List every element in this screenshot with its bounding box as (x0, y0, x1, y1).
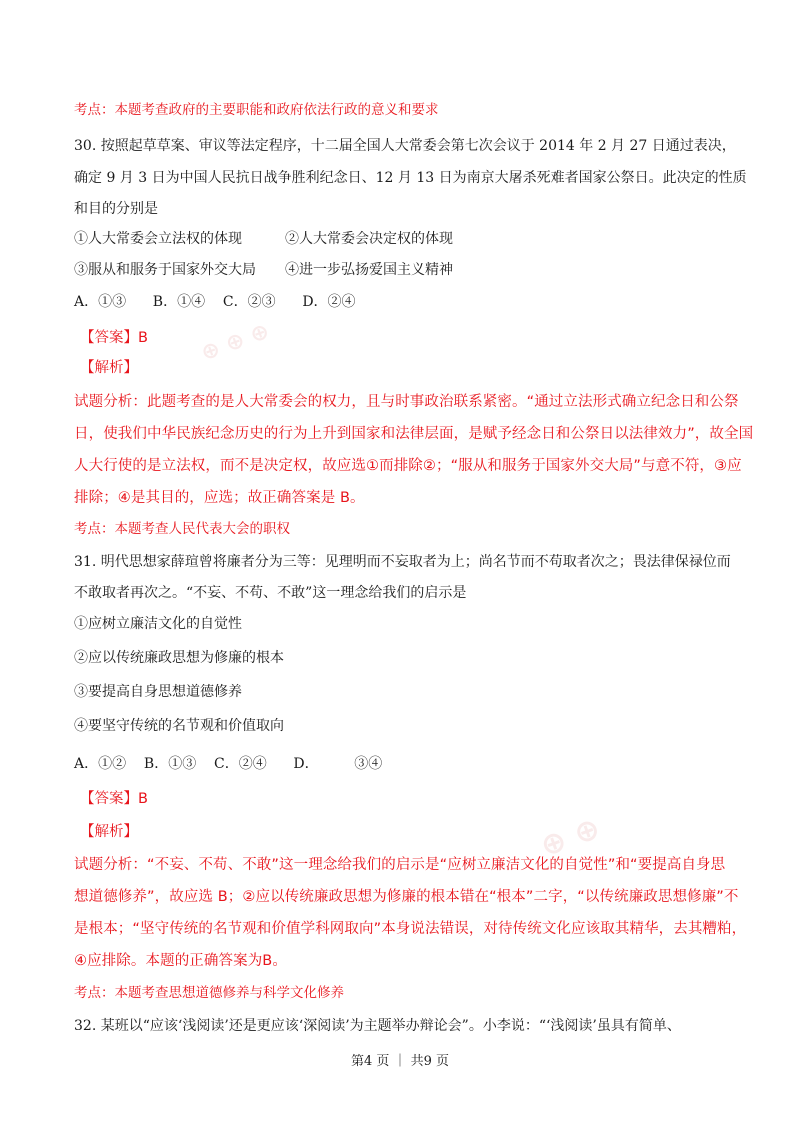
q30-point: 考点：本题考查人民代表大会的职权 (74, 521, 290, 537)
q30-analysis-line-1: 试题分析：此题考查的是人大常委会的权力，且与时事政治联系紧密。“通过立法形式确立纪念日和公祭 (74, 394, 739, 410)
q31-analysis-label: 【解析】 (80, 824, 138, 840)
q30-stem-line-2: 确定 9 月 3 日为中国人民抗日战争胜利纪念日、12 月 13 日为南京大屠杀死难者国家公祭日。此决定的性质 (74, 170, 747, 186)
q31-analysis-line-4: ④应排除。本题的正确答案为B。 (74, 953, 287, 969)
q31-option-3: ③要提高自身思想道德修养 (74, 684, 242, 700)
q29-point: 考点：本题考查政府的主要职能和政府依法行政的意义和要求 (74, 102, 439, 118)
q30-option-3: ③服从和服务于国家外交大局 (74, 262, 256, 278)
q30-option-1: ①人大常委会立法权的体现 (74, 231, 242, 247)
page-footer: 第4 页 ｜ 共9 页 (350, 1054, 450, 1069)
q30-analysis-line-3: 人大行使的是立法权，而不是决定权，故应选①而排除②；“服从和服务于国家外交大局”与意不符，③应 (74, 458, 742, 474)
q31-stem-line-1: 31. 明代思想家薛瑄曾将廉者分为三等：见理明而不妄取者为上；尚名节而不苟取者次之；畏法律保禄位而 (74, 554, 731, 570)
q30-analysis-line-2: 日，使我们中华民族纪念历史的行为上升到国家和法律层面，是赋予经念日和公祭日以法律效力”，故全国 (74, 426, 754, 442)
q31-analysis-line-3: 是根本；“坚守传统的名节观和价值学科网取向”本身说法错误，对待传统文化应该取其精华，去其糟粕， (74, 921, 747, 937)
q31-point: 考点：本题考查思想道德修养与科学文化修养 (74, 985, 344, 1001)
q30-option-4: ④进一步弘扬爱国主义精神 (285, 262, 453, 278)
q31-option-2: ②应以传统廉政思想为修廉的根本 (74, 650, 284, 666)
q31-stem-line-2: 不敢取者再次之。“不妄、不苟、不敢”这一理念给我们的启示是 (74, 585, 467, 601)
q31-option-4: ④要坚守传统的名节观和价值取向 (74, 718, 284, 734)
q30-option-2: ②人大常委会决定权的体现 (285, 231, 453, 247)
q32-stem: 32. 某班以“应该‘浅阅读’还是更应该‘深阅读’为主题举办辩论会”。小李说：“‘浅阅读’虽具有简单、 (74, 1018, 681, 1034)
q31-analysis-line-2: 想道德修养”，故应选 B；②应以传统廉政思想为修廉的根本错在“根本”二字，“以传统廉政思想修廉”不 (74, 889, 739, 905)
q31-analysis-line-1: 试题分析：“不妄、不苟、不敢”这一理念给我们的启示是“应树立廉洁文化的自觉性”和“要提高自身思 (74, 857, 726, 873)
q30-analysis-label: 【解析】 (80, 360, 138, 376)
q30-stem-line-1: 30. 按照起草草案、审议等法定程序，十二届全国人大常委会第七次会议于 2014 年 2 月 27 日通过表决， (74, 138, 736, 154)
q30-stem-line-3: 和目的分别是 (74, 201, 158, 217)
q30-analysis-line-4: 排除；④是其目的，应选；故正确答案是 B。 (74, 490, 365, 506)
watermark: ⊕ ⊕ ⊕ (197, 318, 273, 367)
q30-answer: 【答案】B (80, 330, 148, 346)
q30-choices: A．①③ B．①④ C．②③ D．②④ (74, 294, 356, 310)
q31-option-1: ①应树立廉洁文化的自觉性 (74, 616, 242, 632)
q31-answer: 【答案】B (80, 791, 148, 807)
watermark: ⊕ ⊕ (535, 810, 605, 865)
q31-choices: A．①② B．①③ C．②④ D． ③④ (74, 756, 383, 772)
